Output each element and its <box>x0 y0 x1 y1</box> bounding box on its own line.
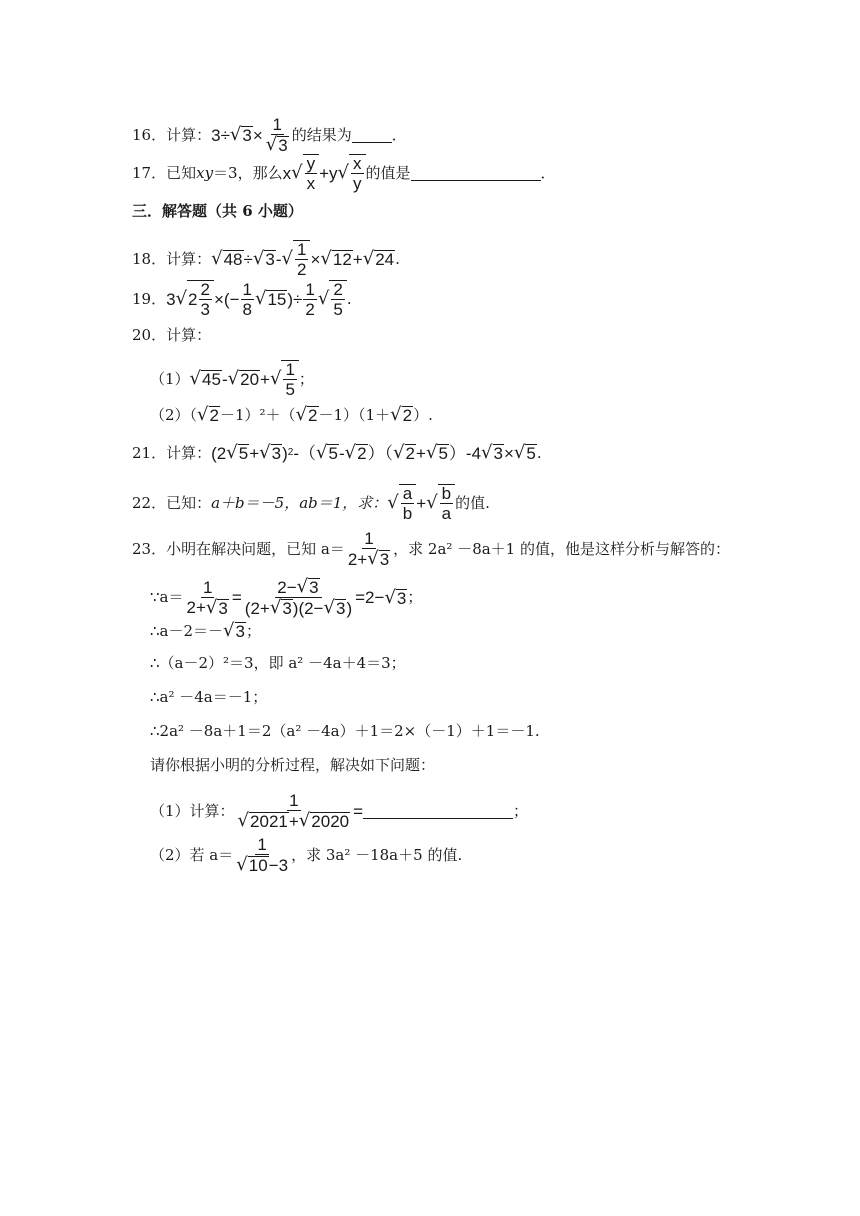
step-lead: ∵a＝ <box>150 588 184 606</box>
question-21 <box>132 444 542 462</box>
question-lead: 计算： <box>166 249 212 268</box>
question-number: 16． <box>132 125 167 144</box>
solution-step-2 <box>150 622 261 640</box>
question-lead: 已知 <box>166 163 197 182</box>
question-number: 20． <box>132 326 167 344</box>
formula-step-1: 1 2+ √ 3 = 2− √ 3 (2+ √ 3 )(2− √ 3 ) =2− √ 3 <box>186 576 407 618</box>
solution-step-4: ∴a² －4a＝－1； <box>150 688 268 706</box>
question-lead: 计算： <box>166 443 212 462</box>
question-tail: 的结果为 <box>291 125 352 144</box>
period: ． <box>540 163 556 182</box>
sqrt-2: √ 2 <box>197 404 219 425</box>
part-label: （2）（ <box>150 405 198 424</box>
question-number: 19． <box>132 289 167 308</box>
part-label: （1）计算： <box>150 801 235 820</box>
question-17 <box>132 154 556 192</box>
question-number: 18． <box>132 249 167 268</box>
semicolon: ； <box>245 621 261 640</box>
question-16 <box>132 116 407 154</box>
sqrt-2: √ 2 <box>390 404 413 425</box>
period: . <box>536 443 542 462</box>
formula-21: (2 √ 5 + √ 3 ) 2 -（ √ 5 - √ 2 ）（ √ 2 + √ 5 ）-4 √ 3 × √ 5 <box>211 442 536 463</box>
formula-sub-1: 1 √ 2021 + √ 2020 = <box>237 791 364 831</box>
period: . <box>395 249 400 268</box>
formula-17: x √ $\frac{y}{x}$ +y √ $\frac{x}{y}$ <box>283 154 366 192</box>
question-20-part-1 <box>150 360 314 398</box>
sqrt-2: √ 2 <box>295 404 318 425</box>
formula-sub-2: 1 √ 10 −3 <box>236 835 289 875</box>
condition: a＋b＝－5，ab＝1，求： <box>211 493 388 512</box>
period: ． <box>391 125 407 144</box>
question-22 <box>132 484 490 522</box>
question-number: 22． <box>132 493 167 512</box>
question-20 <box>132 328 211 343</box>
formula-22: √ $\frac{a}{b}$ + √ $\frac{b}{a}$ <box>387 484 455 522</box>
question-lead: 已知： <box>166 493 212 512</box>
part-label: （1） <box>150 369 190 388</box>
solution-step-3: ∴（a－2）²＝3，即 a² －4a＋4＝3； <box>150 654 406 672</box>
solution-step-1 <box>150 578 422 617</box>
question-number: 21． <box>132 443 167 462</box>
part-label: （2）若 a＝ <box>150 845 234 864</box>
sqrt-3: √ 3 <box>223 620 245 641</box>
question-number: 17． <box>132 163 167 182</box>
condition-var: xy <box>196 163 214 182</box>
expr-end: ）. <box>413 405 433 424</box>
question-tail: ，求 2a² －8a＋1 的值，他是这样分析与解答的： <box>393 539 730 558</box>
question-lead: 小明在解决问题，已知 a＝ <box>166 539 345 558</box>
question-tail: 的值是 <box>365 163 411 182</box>
sub-question-1 <box>150 792 528 830</box>
answer-blank[interactable] <box>352 128 392 143</box>
sub-question-2 <box>150 836 462 874</box>
formula-16: 3÷ √ 3 × 1 √ 3 <box>211 115 288 155</box>
period: . <box>346 289 352 308</box>
instruction: 请你根据小明的分析过程，解决如下问题： <box>150 756 436 774</box>
semicolon: ； <box>513 801 529 820</box>
condition-eq: ＝3，那么 <box>213 163 283 182</box>
answer-blank[interactable] <box>411 166 541 181</box>
question-18 <box>132 240 400 278</box>
question-20-part-2 <box>150 406 433 424</box>
semicolon: ； <box>407 588 423 606</box>
formula-19: 3 √ 2 $\frac{2}{3}$ ×(− $\frac{1}{8}$ √ 15 )÷ $\frac{1}{2}$ √ $\frac{2}{5}$ <box>166 280 347 318</box>
question-lead: 计算： <box>166 326 212 344</box>
step-text: ∴a－2＝－ <box>150 621 224 640</box>
question-lead: 计算： <box>166 125 212 144</box>
question-tail: 的值. <box>455 493 490 512</box>
question-tail: ，求 3a² －18a＋5 的值. <box>291 845 463 864</box>
solution-step-5: ∴2a² －8a＋1＝2（a² －4a）＋1＝2×（－1）＋1＝－1. <box>150 722 540 740</box>
question-19 <box>132 280 352 318</box>
expr-part: －1）²＋（ <box>220 405 296 424</box>
expr-part: －1）（1＋ <box>318 405 391 424</box>
question-number: 23． <box>132 539 167 558</box>
formula-20-1: √ 45 - √ 20 + √ $\frac{1}{5}$ <box>190 360 299 398</box>
answer-blank[interactable] <box>363 804 513 819</box>
semicolon: ； <box>298 369 314 388</box>
section-header: 三．解答题（共 6 小题） <box>132 202 303 220</box>
formula-23-given: 1 2+ √ 3 <box>347 529 390 569</box>
question-23 <box>132 530 730 568</box>
formula-18: √ 48 ÷ √ 3 - √ $\frac{1}{2}$ × √ 12 + √ 24 <box>211 240 395 279</box>
